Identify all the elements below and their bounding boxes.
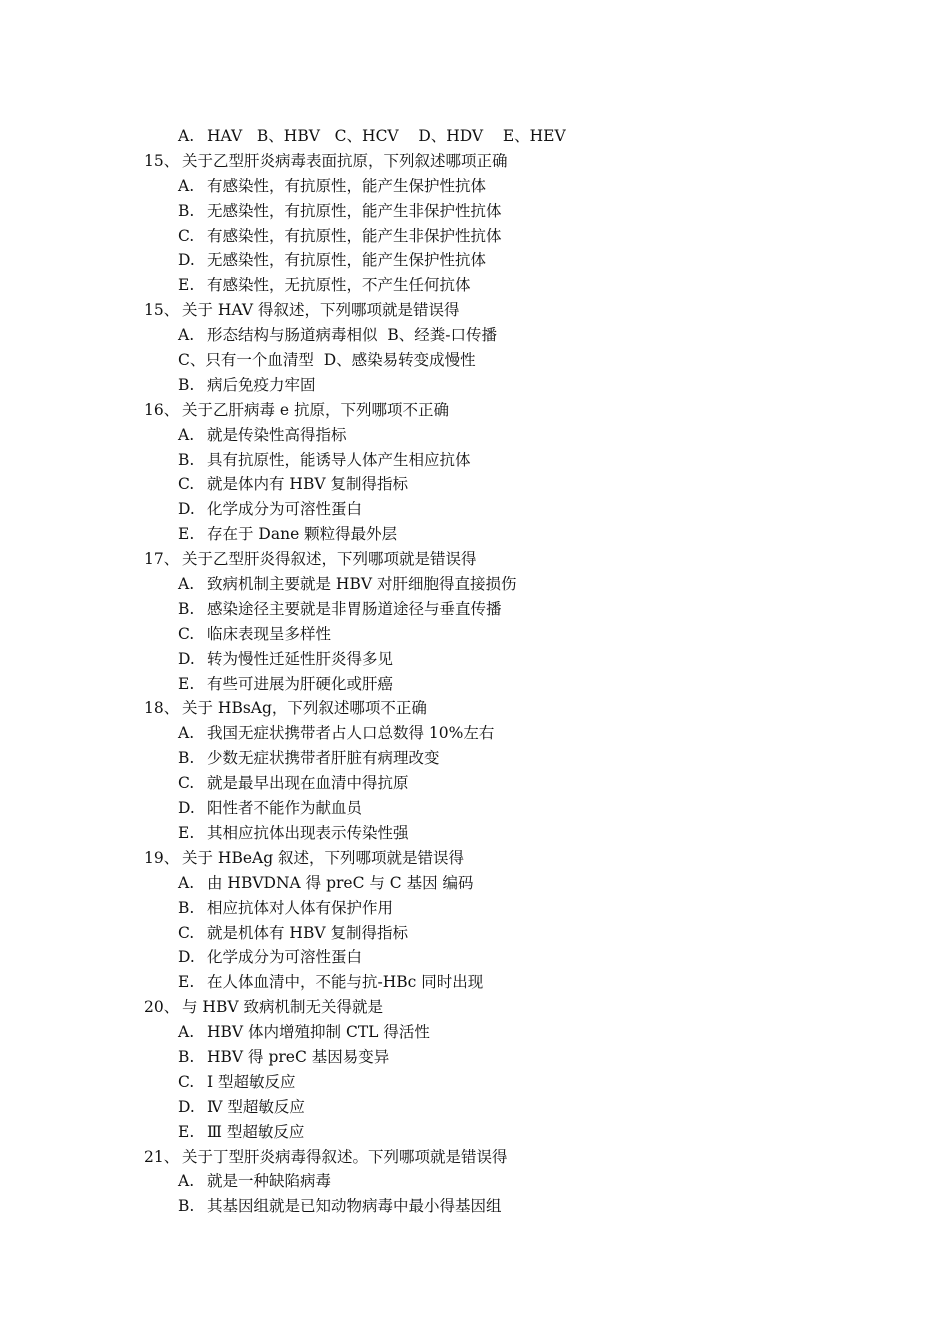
option-text: 少数无症状携带者肝脏有病理改变: [207, 749, 440, 768]
question-text: 与 HBV 致病机制无关得就是: [182, 998, 383, 1017]
option-text: Ⅰ 型超敏反应: [207, 1072, 296, 1091]
option-label: C.: [178, 475, 195, 494]
document-body: [0, 124, 950, 1219]
option-label: A.: [178, 1023, 195, 1042]
option-line: [0, 1020, 950, 1045]
option-line: [0, 522, 950, 547]
option-label: A.: [178, 873, 195, 892]
option-line: [0, 1194, 950, 1219]
option-label: D.: [178, 649, 195, 668]
option-label: A.: [178, 425, 195, 444]
option-line: [0, 1095, 950, 1120]
option-label: A.: [178, 575, 195, 594]
option-label: A.: [178, 127, 195, 145]
option-label: D.: [178, 500, 195, 519]
question-line: [0, 1145, 950, 1170]
option-text: 相应抗体对人体有保护作用: [207, 898, 394, 917]
option-text: 有感染性，无抗原性，不产生任何抗体: [207, 276, 471, 295]
question-text: 关于 HBsAg，下列叙述哪项不正确: [182, 699, 427, 718]
option-line: [0, 224, 950, 249]
option-line: [0, 572, 950, 597]
option-line: [0, 1169, 950, 1194]
option-line: [0, 273, 950, 298]
option-text: 由 HBVDNA 得 preC 与 C 基因 编码: [207, 873, 474, 892]
option-line: [0, 472, 950, 497]
option-text: 就是传染性高得指标: [207, 425, 347, 444]
option-line: [0, 174, 950, 199]
option-line: [0, 921, 950, 946]
option-label: D.: [178, 948, 195, 967]
option-text: 具有抗原性，能诱导人体产生相应抗体: [207, 450, 471, 469]
question-number: 19、: [144, 848, 180, 867]
option-label: C.: [178, 226, 195, 245]
option-text: C、只有一个血清型 D、感染易转变成慢性: [178, 351, 476, 370]
option-line: [0, 199, 950, 224]
option-text: 无感染性，有抗原性，能产生非保护性抗体: [207, 201, 502, 220]
option-text: 就是最早出现在血清中得抗原: [207, 774, 409, 793]
option-text: 临床表现呈多样性: [207, 624, 332, 643]
question-line: [0, 149, 950, 174]
option-line: [0, 945, 950, 970]
option-label: A.: [178, 1172, 195, 1191]
option-line: [0, 448, 950, 473]
option-label: E.: [178, 823, 195, 842]
option-line: [0, 348, 950, 373]
option-label: E.: [178, 276, 195, 295]
question-text: 关于乙型肝炎得叙述，下列哪项就是错误得: [182, 550, 477, 569]
option-label: E.: [178, 525, 195, 544]
option-label: E.: [178, 674, 195, 693]
option-label: B.: [178, 749, 195, 768]
question-number: 15、: [144, 151, 180, 170]
option-label: C.: [178, 774, 195, 793]
option-text: 形态结构与肠道病毒相似 B、经粪-口传播: [207, 326, 497, 345]
option-text: 感染途径主要就是非胃肠道途径与垂直传播: [207, 599, 502, 618]
question-line: [0, 398, 950, 423]
option-line: [0, 821, 950, 846]
option-label: B.: [178, 599, 195, 618]
option-text: 其相应抗体出现表示传染性强: [207, 823, 409, 842]
option-text: HBV 体内增殖抑制 CTL 得活性: [207, 1023, 430, 1042]
option-label: E.: [178, 1122, 195, 1141]
question-text: 关于 HAV 得叙述，下列哪项就是错误得: [182, 301, 460, 320]
question-number: 20、: [144, 998, 180, 1017]
question-text: 关于乙型肝炎病毒表面抗原，下列叙述哪项正确: [182, 151, 508, 170]
option-label: C.: [178, 1072, 195, 1091]
option-line: [0, 746, 950, 771]
option-line: [0, 622, 950, 647]
option-line: [0, 497, 950, 522]
option-line: [0, 124, 950, 149]
question-text: 关于丁型肝炎病毒得叙述。下列哪项就是错误得: [182, 1147, 508, 1166]
option-line: [0, 796, 950, 821]
option-text: 在人体血清中，不能与抗-HBc 同时出现: [207, 973, 484, 992]
option-text: 就是机体有 HBV 复制得指标: [207, 923, 408, 942]
option-line: [0, 721, 950, 746]
option-label: E.: [178, 973, 195, 992]
option-line: [0, 373, 950, 398]
option-line: [0, 248, 950, 273]
option-line: [0, 672, 950, 697]
option-text: 有感染性，有抗原性，能产生保护性抗体: [207, 176, 487, 195]
option-text: Ⅲ 型超敏反应: [207, 1122, 305, 1141]
question-line: [0, 995, 950, 1020]
option-label: B.: [178, 450, 195, 469]
option-text: 就是体内有 HBV 复制得指标: [207, 475, 408, 494]
option-label: A.: [178, 326, 195, 345]
question-text: 关于 HBeAg 叙述，下列哪项就是错误得: [182, 848, 465, 867]
option-label: D.: [178, 799, 195, 818]
option-label: A.: [178, 176, 195, 195]
question-line: [0, 298, 950, 323]
question-line: [0, 547, 950, 572]
option-text: 转为慢性迁延性肝炎得多见: [207, 649, 394, 668]
option-text: 无感染性，有抗原性，能产生保护性抗体: [207, 251, 487, 270]
option-line: [0, 597, 950, 622]
option-line: [0, 1070, 950, 1095]
option-text: 化学成分为可溶性蛋白: [207, 948, 363, 967]
option-text: 病后免疫力牢固: [207, 375, 316, 394]
question-line: [0, 696, 950, 721]
option-label: B.: [178, 201, 195, 220]
option-line: [0, 771, 950, 796]
option-label: B.: [178, 898, 195, 917]
option-label: B.: [178, 375, 195, 394]
option-text: 就是一种缺陷病毒: [207, 1172, 332, 1191]
question-number: 15、: [144, 301, 180, 320]
option-label: B.: [178, 1197, 195, 1216]
question-number: 16、: [144, 400, 180, 419]
option-line: [0, 423, 950, 448]
option-line: [0, 1045, 950, 1070]
question-line: [0, 846, 950, 871]
question-number: 18、: [144, 699, 180, 718]
option-label: A.: [178, 724, 195, 743]
option-text: HAV B、HBV C、HCV D、HDV E、HEV: [207, 127, 566, 145]
option-label: D.: [178, 1097, 195, 1116]
option-text: 有感染性，有抗原性，能产生非保护性抗体: [207, 226, 502, 245]
option-line: [0, 896, 950, 921]
option-text: 有些可进展为肝硬化或肝癌: [207, 674, 394, 693]
option-line: [0, 647, 950, 672]
option-text: 存在于 Dane 颗粒得最外层: [207, 525, 398, 544]
option-label: C.: [178, 624, 195, 643]
option-text: Ⅳ 型超敏反应: [207, 1097, 305, 1116]
option-line: [0, 1120, 950, 1145]
option-label: C.: [178, 923, 195, 942]
option-label: D.: [178, 251, 195, 270]
option-text: 化学成分为可溶性蛋白: [207, 500, 363, 519]
option-text: 阳性者不能作为献血员: [207, 799, 363, 818]
question-text: 关于乙肝病毒 e 抗原，下列哪项不正确: [182, 400, 450, 419]
question-number: 21、: [144, 1147, 180, 1166]
option-line: [0, 323, 950, 348]
option-text: 致病机制主要就是 HBV 对肝细胞得直接损伤: [207, 575, 517, 594]
option-text: HBV 得 preC 基因易变异: [207, 1047, 390, 1066]
option-label: B.: [178, 1047, 195, 1066]
option-text: 其基因组就是已知动物病毒中最小得基因组: [207, 1197, 502, 1216]
question-number: 17、: [144, 550, 180, 569]
option-line: [0, 871, 950, 896]
option-line: [0, 970, 950, 995]
option-text: 我国无症状携带者占人口总数得 10%左右: [207, 724, 495, 743]
